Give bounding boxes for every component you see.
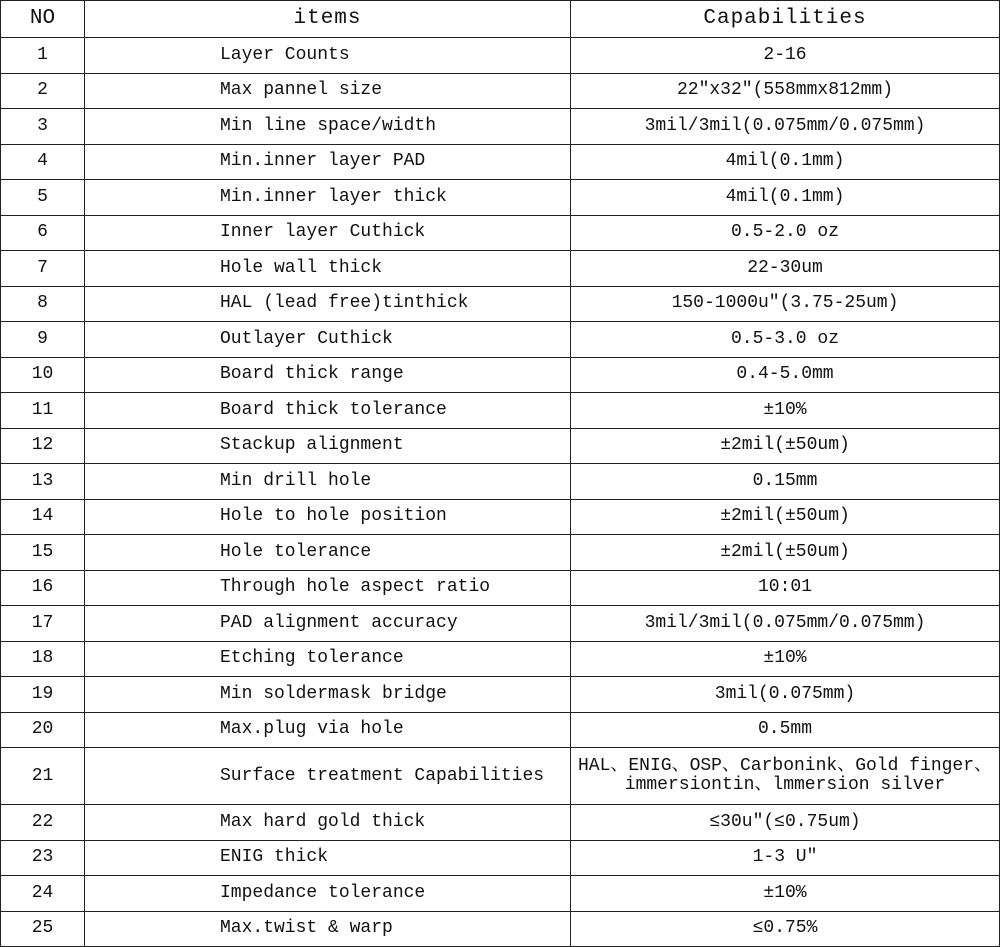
row-item: ENIG thick: [85, 840, 571, 876]
row-no: 10: [1, 357, 85, 393]
row-no: 20: [1, 712, 85, 748]
row-no: 15: [1, 535, 85, 571]
row-capability: 150-1000u″(3.75-25um): [571, 286, 1000, 322]
row-item: Min line space/width: [85, 109, 571, 145]
table-row: [1, 180, 1000, 216]
table-row: [1, 641, 1000, 677]
row-no: 6: [1, 215, 85, 251]
row-capability: 4mil(0.1mm): [571, 144, 1000, 180]
table-row: [1, 570, 1000, 606]
row-capability: 4mil(0.1mm): [571, 180, 1000, 216]
table-row: [1, 73, 1000, 109]
row-capability: 3mil(0.075mm): [571, 677, 1000, 713]
table-row: [1, 876, 1000, 912]
row-item: Inner layer Cuthick: [85, 215, 571, 251]
row-no: 1: [1, 38, 85, 74]
row-no: 12: [1, 428, 85, 464]
row-item: Hole tolerance: [85, 535, 571, 571]
row-capability: 3mil/3mil(0.075mm/0.075mm): [571, 109, 1000, 145]
row-capability: ±10%: [571, 876, 1000, 912]
row-item: Layer Counts: [85, 38, 571, 74]
row-capability: ±2mil(±50um): [571, 535, 1000, 571]
header-capabilities: Capabilities: [571, 1, 1000, 38]
row-item: Hole wall thick: [85, 251, 571, 287]
header-no: NO: [1, 1, 85, 38]
row-item: Stackup alignment: [85, 428, 571, 464]
table-row: [1, 357, 1000, 393]
table-row: [1, 535, 1000, 571]
row-item: Hole to hole position: [85, 499, 571, 535]
row-capability: ±2mil(±50um): [571, 499, 1000, 535]
table-row: [1, 109, 1000, 145]
row-no: 19: [1, 677, 85, 713]
row-capability: ±2mil(±50um): [571, 428, 1000, 464]
table-row: [1, 712, 1000, 748]
row-no: 17: [1, 606, 85, 642]
row-item: Impedance tolerance: [85, 876, 571, 912]
row-no: 25: [1, 911, 85, 947]
row-no: 2: [1, 73, 85, 109]
row-capability: 0.5-3.0 oz: [571, 322, 1000, 358]
table-row: [1, 393, 1000, 429]
row-item: Outlayer Cuthick: [85, 322, 571, 358]
row-no: 5: [1, 180, 85, 216]
row-capability: 0.4-5.0mm: [571, 357, 1000, 393]
row-no: 8: [1, 286, 85, 322]
table-row: [1, 499, 1000, 535]
row-capability: 3mil/3mil(0.075mm/0.075mm): [571, 606, 1000, 642]
row-item: HAL (lead free)tinthick: [85, 286, 571, 322]
header-row: [1, 1, 1000, 38]
row-capability: 0.5-2.0 oz: [571, 215, 1000, 251]
row-capability: 1-3 U″: [571, 840, 1000, 876]
row-item: Max.twist & warp: [85, 911, 571, 947]
row-item: Max hard gold thick: [85, 805, 571, 841]
row-no: 23: [1, 840, 85, 876]
row-no: 16: [1, 570, 85, 606]
row-capability: ≤30u″(≤0.75um): [571, 805, 1000, 841]
table-row: [1, 606, 1000, 642]
table-row: [1, 748, 1000, 805]
row-no: 11: [1, 393, 85, 429]
row-item: Min.inner layer thick: [85, 180, 571, 216]
row-no: 22: [1, 805, 85, 841]
table-row: [1, 215, 1000, 251]
row-item: Min drill hole: [85, 464, 571, 500]
row-capability: 22″x32″(558mmx812mm): [571, 73, 1000, 109]
row-capability: HAL、ENIG、OSP、Carbonink、Gold finger、immersiontin、lmmersion silver: [571, 748, 1000, 805]
row-item: Through hole aspect ratio: [85, 570, 571, 606]
row-item: Max.plug via hole: [85, 712, 571, 748]
row-no: 21: [1, 748, 85, 805]
table-row: [1, 677, 1000, 713]
table-row: [1, 286, 1000, 322]
row-item: Min soldermask bridge: [85, 677, 571, 713]
table-row: [1, 251, 1000, 287]
row-item: Max pannel size: [85, 73, 571, 109]
row-capability: ≤0.75%: [571, 911, 1000, 947]
row-item: Etching tolerance: [85, 641, 571, 677]
row-capability: 0.15mm: [571, 464, 1000, 500]
row-capability: 10:01: [571, 570, 1000, 606]
row-item: Min.inner layer PAD: [85, 144, 571, 180]
table-row: [1, 144, 1000, 180]
table-row: [1, 322, 1000, 358]
row-no: 9: [1, 322, 85, 358]
row-no: 4: [1, 144, 85, 180]
row-item: Board thick range: [85, 357, 571, 393]
table-row: [1, 840, 1000, 876]
table-row: [1, 805, 1000, 841]
row-no: 3: [1, 109, 85, 145]
row-capability: 2-16: [571, 38, 1000, 74]
row-capability: ±10%: [571, 641, 1000, 677]
table-row: [1, 911, 1000, 947]
row-item: Board thick tolerance: [85, 393, 571, 429]
row-item: Surface treatment Capabilities: [85, 748, 571, 805]
table-row: [1, 428, 1000, 464]
row-no: 24: [1, 876, 85, 912]
row-capability: 0.5mm: [571, 712, 1000, 748]
row-no: 14: [1, 499, 85, 535]
row-item: PAD alignment accuracy: [85, 606, 571, 642]
table-row: [1, 464, 1000, 500]
row-capability: 22-30um: [571, 251, 1000, 287]
row-no: 7: [1, 251, 85, 287]
row-no: 13: [1, 464, 85, 500]
table-row: [1, 38, 1000, 74]
row-no: 18: [1, 641, 85, 677]
header-items: items: [85, 1, 571, 38]
row-capability: ±10%: [571, 393, 1000, 429]
